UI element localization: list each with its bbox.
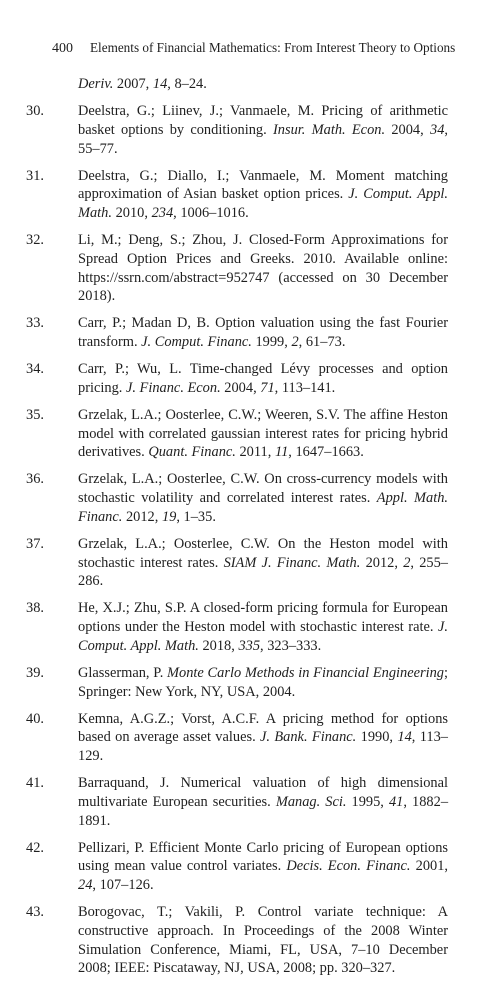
reference-entry [26, 102, 448, 158]
reference-entry [26, 406, 448, 462]
reference-italic-text: 2 [291, 334, 299, 350]
reference-text: Grzelak, L.A.; Oosterlee, C.W. On cross-currency models with stochastic volatility and correlated interest rates. [78, 471, 448, 507]
reference-italic-text: J. Bank. Financ. [260, 729, 357, 746]
reference-number: 34. [26, 361, 44, 378]
reference-text: Pellizari, P. Efficient Monte Carlo pricing of European options using mean value control variates. [78, 839, 448, 875]
reference-body [78, 600, 448, 653]
reference-text: , 255–286. [78, 554, 448, 590]
reference-number: 38. [26, 600, 44, 617]
reference-body [78, 232, 448, 304]
reference-italic-text: 14 [152, 76, 168, 92]
reference-text: 2007, [113, 76, 153, 92]
reference-text: , 61–73. [298, 334, 346, 350]
reference-text: Carr, P.; Wu, L. Time-changed Lévy processes and option pricing. [78, 361, 448, 396]
reference-italic-text: J. Comput. Financ. [141, 334, 252, 350]
reference-text: 1999, [251, 334, 292, 350]
book-title: Elements of Financial Mathematics: From Interest Theory to Options [90, 40, 456, 55]
reference-text: Deelstra, G.; Diallo, I.; Vanmaele, M. Moment matching approximation of Asian basket option prices. [78, 167, 448, 203]
reference-text: Borogovac, T.; Vakili, P. Control variate technique: A constructive approach. In Proceedings of the 2008 Winter Simulation Conference, Miami, FL, USA, 7–10 December 2008; IEEE: Piscataway, NJ, USA, 2008; pp. 320–327. [78, 904, 448, 977]
reference-number: 35. [26, 406, 44, 423]
reference-body [78, 361, 448, 396]
reference-italic-text: J. Comput. Appl. Math. [78, 619, 448, 654]
reference-text: Grzelak, L.A.; Oosterlee, C.W. On the Heston model with stochastic interest rates. [78, 535, 448, 571]
reference-body [78, 315, 448, 350]
reference-italic-text: 11 [274, 444, 289, 461]
reference-entry [26, 535, 448, 591]
reference-italic-text: 14 [397, 729, 412, 746]
reference-number: 33. [26, 315, 44, 332]
reference-entry [26, 710, 448, 766]
reference-entry [26, 599, 448, 655]
reference-text: 1995, [346, 793, 389, 810]
reference-italic-text: 34 [430, 121, 445, 138]
reference-text: , 1–35. [176, 508, 216, 525]
reference-entry [26, 360, 448, 397]
reference-text: 2001, [410, 858, 448, 875]
reference-italic-text: SIAM J. Financ. Math. [223, 554, 361, 571]
running-header [52, 40, 456, 57]
reference-entry [26, 470, 448, 526]
reference-text: 2004, [220, 379, 261, 396]
reference-italic-text: Monte Carlo Methods in Financial Engineering [167, 664, 445, 681]
reference-text: 1990, [356, 729, 398, 746]
reference-text: 2004, [385, 121, 430, 138]
reference-italic-text: Insur. Math. Econ. [272, 121, 386, 138]
reference-italic-text: 19 [161, 508, 177, 525]
reference-text: , 1882–1891. [78, 793, 449, 829]
reference-text: Grzelak, L.A.; Oosterlee, C.W.; Weeren, S.V. The affine Heston model with correlated gaussian interest rates for pricing hybrid derivatives. [78, 406, 448, 461]
reference-entry [26, 167, 449, 223]
reference-text: Carr, P.; Madan D, B. Option valuation using the fast Fourier transform. [78, 315, 448, 350]
reference-entry [26, 774, 449, 830]
reference-text: , 323–333. [260, 637, 322, 654]
reference-number: 41. [26, 775, 44, 792]
reference-text: , 113–141. [274, 379, 336, 396]
reference-body [78, 471, 448, 524]
reference-entry [26, 231, 448, 306]
reference-italic-text: J. Financ. Econ. [125, 379, 221, 396]
reference-body [78, 407, 448, 460]
reference-body [78, 168, 448, 221]
reference-text: Li, M.; Deng, S.; Zhou, J. Closed-Form Approximations for Spread Option Prices and Greeks. 2010. Available online: https://ssrn.com/abstract=952747 (accessed on 30 December 2018). [78, 232, 448, 305]
reference-text: ; Springer: New York, NY, USA, 2004. [78, 664, 449, 700]
reference-text: 2010, [111, 205, 152, 221]
page-number: 400 [52, 41, 73, 56]
reference-text: , 1006–1016. [173, 205, 249, 221]
reference-text: , 1647–1663. [288, 444, 364, 461]
reference-italic-text: 234 [151, 205, 174, 221]
reference-number: 30. [26, 103, 44, 120]
reference-number: 31. [26, 167, 44, 184]
reference-number: 37. [26, 535, 44, 552]
reference-number: 40. [26, 710, 44, 727]
reference-italic-text: 335 [238, 637, 261, 654]
reference-body [78, 665, 448, 700]
reference-text: , 113–129. [78, 729, 448, 765]
reference-italic-text: 24 [78, 877, 93, 894]
reference-entry [26, 664, 449, 701]
reference-body [78, 904, 448, 976]
reference-body [78, 536, 448, 589]
reference-number: 36. [26, 471, 44, 488]
reference-text: 2018, [198, 637, 239, 654]
reference-text: 2011, [235, 444, 275, 461]
reference-text: , 55–77. [78, 121, 448, 157]
reference-text: Deelstra, G.; Liinev, J.; Vanmaele, M. Pricing of arithmetic basket options by conditioning. [78, 103, 448, 138]
reference-text: 2012, [360, 554, 404, 571]
reference-body [78, 103, 448, 156]
reference-text: He, X.J.; Zhu, S.P. A closed-form pricing formula for European options under the Heston model with stochastic interest rate. [78, 600, 448, 636]
reference-italic-text: Appl. Math. Financ. [78, 490, 448, 525]
reference-italic-text: Manag. Sci. [275, 793, 347, 810]
reference-italic-text: 2 [403, 554, 411, 571]
reference-text: 2012, [122, 508, 162, 525]
reference-body [78, 775, 448, 828]
reference-number: 39. [26, 664, 44, 681]
reference-body [78, 711, 448, 764]
reference-italic-text: Quant. Financ. [148, 444, 236, 461]
reference-number: 42. [26, 839, 44, 856]
reference-list [26, 75, 449, 986]
reference-number: 43. [26, 904, 44, 921]
reference-text: , 8–24. [167, 76, 207, 92]
reference-italic-text: 71 [260, 379, 275, 396]
reference-entry [26, 839, 448, 895]
reference-entry [26, 314, 448, 351]
reference-italic-text: Deriv. [78, 76, 114, 92]
reference-italic-text: 41 [388, 793, 404, 810]
reference-italic-text: Decis. Econ. Financ. [286, 858, 411, 875]
reference-text: Barraquand, J. Numerical valuation of high dimensional multivariate European securities. [78, 775, 448, 810]
reference-text: Kemna, A.G.Z.; Vorst, A.C.F. A pricing method for options based on average asset values. [78, 710, 448, 746]
reference-entry [26, 903, 448, 978]
reference-number: 32. [26, 232, 44, 249]
reference-text: , 107–126. [92, 877, 154, 894]
reference-text: Glasserman, P. [78, 664, 168, 681]
reference-continuation [52, 75, 448, 94]
reference-italic-text: J. Comput. Appl. Math. [78, 186, 449, 221]
reference-body [78, 840, 448, 893]
